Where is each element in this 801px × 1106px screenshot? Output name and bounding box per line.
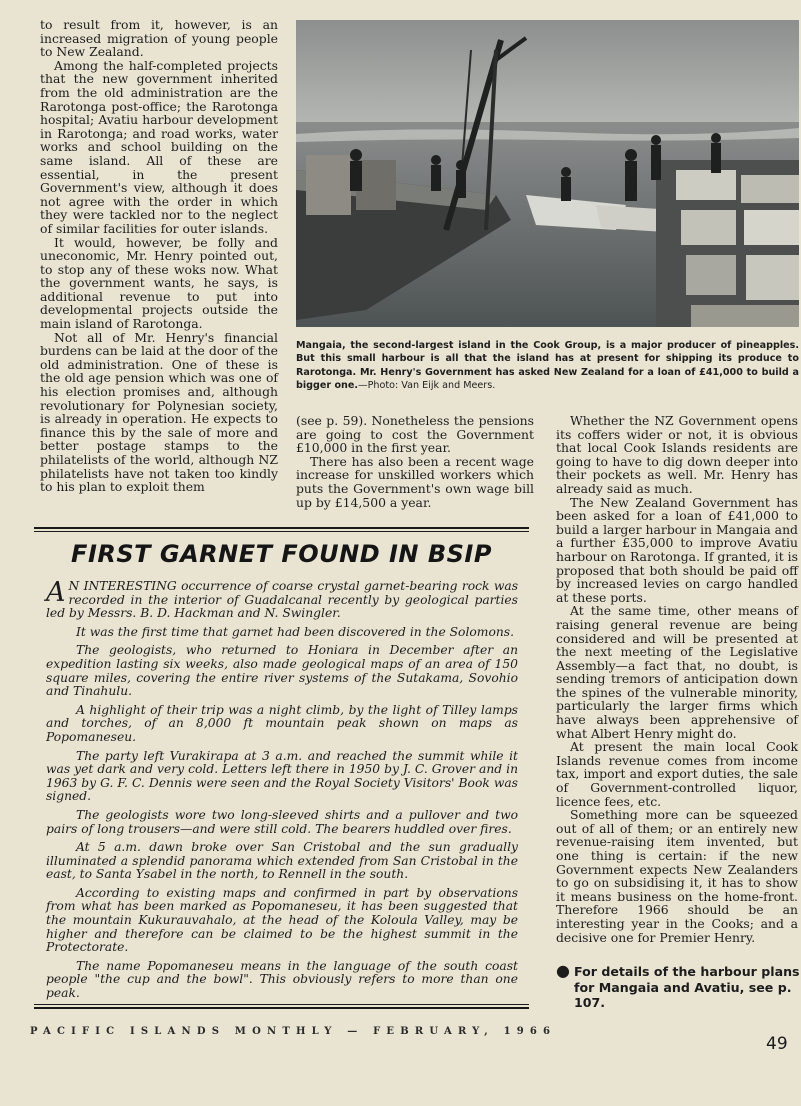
page-number: 49 — [766, 1034, 788, 1054]
paragraph: Not all of Mr. Henry's financial burdens can be laid at the door of the old administration. One of these is the old age pension which was one of his election promises and, although revolutionary for Polynesian society, is already in operation. He expects to finance this by the sale of more and better postage stamps to the philatelists of the world, although NZ philatelists have not taken too kindly to his plan to exploit them — [40, 329, 278, 495]
caption-text: Mangaia, the second-largest island in the Cook Group, is a major producer of pineapples. But this small harbour is all that the island has at present for shipping its produce to Rarotonga. Mr. Henry's Government has asked New Zealand for a loan of £41,000 to build a bigger one. — [296, 340, 799, 392]
cross-reference-note — [556, 961, 800, 1011]
paragraph: At present the main local Cook Islands revenue comes from income tax, import and export duties, the sale of Government-controlled liquor, licence fees, etc. — [556, 739, 798, 809]
right-column — [556, 414, 798, 944]
left-column-top — [40, 18, 278, 494]
lead-paragraph — [46, 577, 518, 621]
box-rule-top — [34, 527, 529, 529]
box-rule-bottom-thin — [34, 1004, 529, 1005]
paragraph: It was the first time that garnet had been discovered in the Solomons. — [76, 624, 514, 639]
paragraph: The geologists wore two long-sleeved shirts and a pullover and two pairs of long trousers—and were still cold. The bearers huddled over fires. — [46, 807, 518, 836]
running-footer: PACIFIC ISLANDS MONTHLY — FEBRUARY, 1966 — [30, 1026, 557, 1037]
paragraph: According to existing maps and confirmed in part by observations from what has been marked as Popomaneseu, it has been suggested that the mountain Kukurauvahalo, at the head of the Koloula Valley, may be higher and therefore can be claimed to be the highest summit in the Protectorate. — [46, 885, 518, 955]
box-rule-bottom — [34, 1007, 529, 1009]
paragraph: The name Popomaneseu means in the language of the south coast people "the cup and the bowl". This obviously refers to more than one peak. — [46, 958, 518, 1001]
paragraph: A highlight of their trip was a night climb, by the light of Tilley lamps and torches, of an 8,000 ft mountain peak shown on maps as Popomaneseu. — [46, 702, 518, 744]
cross-reference-text: For details of the harbour plans for Mangaia and Avatiu, see p. 107. — [574, 964, 800, 1011]
paragraph: At the same time, other means of raising general revenue are being considered and will be presented at the next meeting of the Legislative Assembly—a fact that, no doubt, is sending tremors of anticipation down the spines of the vulnerable minority, particularly the larger firms which have always been apprehensive of what Albert Henry might do. — [556, 603, 798, 741]
article-headline: FIRST GARNET FOUND IN BSIP — [71, 540, 492, 568]
lead-text: N INTERESTING occurrence of coarse crystal garnet-bearing rock was recorded in the interior of Guadalcanal recently by geological parties led by Messrs. B. D. Hackman and N. Swingler. — [46, 579, 518, 621]
paragraph: The New Zealand Government has been asked for a loan of £41,000 to build a larger harbour in Mangaia and a further £35,000 to improve Avatiu harbour on Rarotonga. If granted, it is proposed that both should be paid off by increased levies on cargo handled at these ports. — [556, 494, 798, 605]
photo-credit: —Photo: Van Eijk and Meers. — [358, 380, 496, 392]
paragraph: Something more can be squeezed out of all of them; or an entirely new revenue-raising item invented, but one thing is certain: if the new Government expects New Zealanders to go on subsidising it, it has to show it means business on the home-front. Therefore 1966 should be an interesting year in the Cooks; and a decisive one for Premier Henry. — [556, 807, 798, 945]
paragraph: There has also been a recent wage increase for unskilled workers which puts the Government's own wage bill up by £14,500 a year. — [296, 453, 534, 510]
bullet-icon: ● — [556, 961, 570, 980]
paragraph: The party left Vurakirapa at 3 a.m. and reached the summit while it was yet dark and very cold. Letters left there in 1950 by J. C. Grover and in 1963 by G. F. C. Dennis were seen and the Royal Society Visitors' Book was signed. — [46, 748, 518, 804]
middle-column — [296, 414, 534, 509]
paragraph: It would, however, be folly and uneconomic, Mr. Henry pointed out, to stop any of these woks now. What the government wants, he says, is additional revenue to put into developmental projects outside the main island of Rarotonga. — [40, 234, 278, 332]
paragraph: The geologists, who returned to Honiara in December after an expedition lasting six weeks, also made geological maps of an area of 150 square miles, covering the entire river systems of the Sutakama, Sovohio and Tinahulu. — [46, 643, 518, 699]
paragraph: Whether the NZ Government opens its coffers wider or not, it is obvious that local Cook Islands residents are going to have to dig down deeper into their pockets as well. Mr. Henry has already said as much. — [556, 413, 798, 496]
box-rule-top-thin — [34, 531, 529, 532]
paragraph: At 5 a.m. dawn broke over San Cristobal and the sun gradually illuminated a splendid panorama which extended from San Cristobal in the east, to Santa Ysabel in the north, to Rennell in the south. — [46, 840, 518, 882]
photo-caption — [296, 339, 799, 393]
harbour-photo — [296, 20, 799, 327]
paragraph: to result from it, however, is an increased migration of young people to New Zealand. — [40, 17, 278, 60]
garnet-article — [46, 577, 518, 1006]
drop-cap: A — [46, 577, 66, 608]
paragraph: Among the half-completed projects that the new government inherited from the old administration are the Rarotonga post-office; the Rarotonga hospital; Avatiu harbour development in Rarotonga; and road works, water works and school building on the same island. All of these are essential, in the present Government's view, although it does not agree with the order in which they were tackled nor to the neglect of similar facilities for outer islands. — [40, 57, 278, 236]
paragraph: (see p. 59). Nonetheless the pensions are going to cost the Government £10,000 in the first year. — [296, 413, 534, 456]
